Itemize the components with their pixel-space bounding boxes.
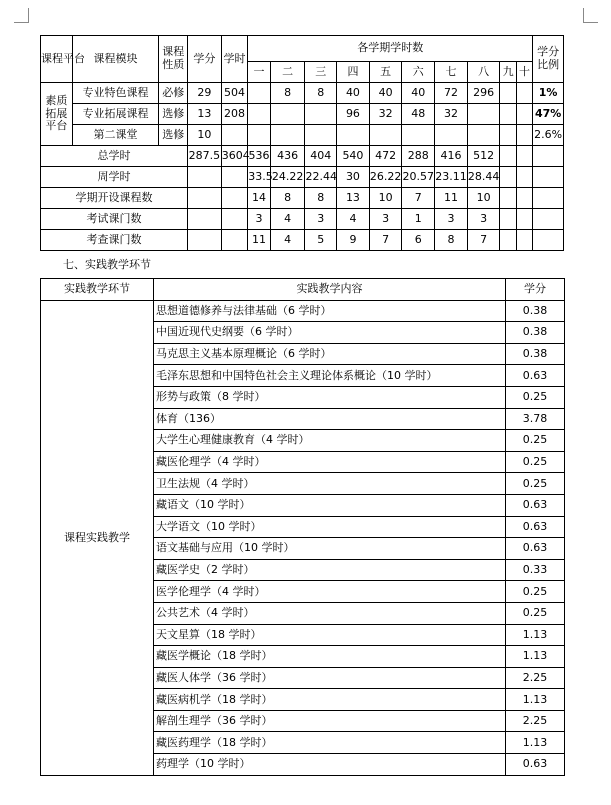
practice-content: 藏医人体学（36 学时） (154, 667, 506, 689)
practice-content: 药理学（10 学时） (154, 754, 506, 776)
header-module: 课程模块 (72, 36, 159, 83)
sem-cell: 20.57 (402, 167, 435, 188)
sem-cell (305, 125, 337, 146)
empty-cell (188, 209, 222, 230)
empty-cell (188, 188, 222, 209)
practice-credit: 1.13 (506, 624, 565, 646)
sem-cell: 472 (369, 146, 402, 167)
module-nature: 选修 (159, 125, 188, 146)
practice-credit: 0.63 (506, 365, 565, 387)
sem-cell (516, 125, 532, 146)
weekly-hours-label: 周学时 (41, 167, 188, 188)
empty-cell (188, 167, 222, 188)
header-credit: 学分 (188, 36, 222, 83)
sem-cell: 7 (369, 230, 402, 251)
practice-credit: 0.63 (506, 494, 565, 516)
sem-cell (248, 125, 270, 146)
total-hours: 3604 (221, 146, 248, 167)
sem-cell: 288 (402, 146, 435, 167)
semester-header: 九 (500, 62, 516, 83)
module-credit: 13 (188, 104, 222, 125)
sem-cell (516, 104, 532, 125)
course-count-label: 学期开设课程数 (41, 188, 188, 209)
semester-header: 五 (369, 62, 402, 83)
check-count-label: 考查课门数 (41, 230, 188, 251)
sem-cell (500, 167, 516, 188)
practice-credit: 2.25 (506, 710, 565, 732)
total-credit: 287.5 (188, 146, 222, 167)
sem-cell: 8 (305, 83, 337, 104)
semester-header: 十 (516, 62, 532, 83)
sem-cell: 4 (270, 209, 305, 230)
sem-cell (516, 188, 532, 209)
sem-cell: 5 (305, 230, 337, 251)
practice-credit: 0.63 (506, 516, 565, 538)
sem-cell (369, 125, 402, 146)
header-credit: 学分 (506, 279, 565, 301)
sem-cell (516, 146, 532, 167)
empty-cell (188, 230, 222, 251)
sem-cell: 416 (435, 146, 468, 167)
sem-cell (500, 83, 516, 104)
practice-credit: 0.38 (506, 322, 565, 344)
sem-cell: 7 (467, 230, 500, 251)
sem-cell (402, 125, 435, 146)
empty-cell (533, 146, 564, 167)
semester-header: 六 (402, 62, 435, 83)
empty-cell (221, 167, 248, 188)
sem-cell: 22.44 (305, 167, 337, 188)
sem-cell: 3 (467, 209, 500, 230)
semester-header: 一 (248, 62, 270, 83)
sem-cell: 6 (402, 230, 435, 251)
module-nature: 必修 (159, 83, 188, 104)
practice-content: 大学语文（10 学时） (154, 516, 506, 538)
sem-cell (500, 104, 516, 125)
practice-content: 天文星算（18 学时） (154, 624, 506, 646)
segment-label: 课程实践教学 (41, 300, 154, 775)
header-semester-hours: 各学期学时数 (248, 36, 533, 62)
practice-content: 思想道德修养与法律基础（6 学时） (154, 300, 506, 322)
header-hours: 学时 (221, 36, 248, 83)
sem-cell: 23.11 (435, 167, 468, 188)
total-hours-label: 总学时 (41, 146, 188, 167)
sem-cell (248, 83, 270, 104)
module-ratio: 1% (533, 83, 564, 104)
practice-content: 毛泽东思想和中国特色社会主义理论体系概论（10 学时） (154, 365, 506, 387)
sem-cell: 11 (435, 188, 468, 209)
sem-cell: 512 (467, 146, 500, 167)
sem-cell: 8 (270, 83, 305, 104)
practice-credit: 0.63 (506, 754, 565, 776)
practice-content: 藏医病机学（18 学时） (154, 689, 506, 711)
sem-cell (270, 125, 305, 146)
sem-cell (435, 125, 468, 146)
empty-cell (533, 188, 564, 209)
practice-content: 中国近现代史纲要（6 学时） (154, 322, 506, 344)
sem-cell: 9 (337, 230, 370, 251)
section-heading: 七、实践教学环节 (63, 258, 151, 271)
module-ratio: 2.6% (533, 125, 564, 146)
practice-credit: 2.25 (506, 667, 565, 689)
practice-content: 解剖生理学（36 学时） (154, 710, 506, 732)
sem-cell: 10 (369, 188, 402, 209)
practice-credit: 0.25 (506, 430, 565, 452)
sem-cell: 404 (305, 146, 337, 167)
sem-cell (248, 104, 270, 125)
practice-content: 医学伦理学（4 学时） (154, 581, 506, 603)
practice-credit: 3.78 (506, 408, 565, 430)
sem-cell: 40 (337, 83, 370, 104)
practice-content: 藏医学概论（18 学时） (154, 646, 506, 668)
header-platform: 课程平台 (41, 36, 73, 83)
module-credit: 10 (188, 125, 222, 146)
sem-cell: 8 (435, 230, 468, 251)
practice-credit: 1.13 (506, 732, 565, 754)
module-ratio: 47% (533, 104, 564, 125)
exam-count-label: 考试课门数 (41, 209, 188, 230)
practice-content: 语文基础与应用（10 学时） (154, 538, 506, 560)
sem-cell (500, 146, 516, 167)
semester-header: 七 (435, 62, 468, 83)
empty-cell (221, 230, 248, 251)
sem-cell (500, 188, 516, 209)
practice-content: 形势与政策（8 学时） (154, 386, 506, 408)
module-hours: 504 (221, 83, 248, 104)
sem-cell: 436 (270, 146, 305, 167)
module-name: 专业拓展课程 (72, 104, 159, 125)
practice-content: 藏语文（10 学时） (154, 494, 506, 516)
sem-cell (516, 167, 532, 188)
sem-cell (467, 125, 500, 146)
sem-cell (305, 104, 337, 125)
sem-cell: 48 (402, 104, 435, 125)
course-hours-table (40, 35, 564, 251)
group-label: 素质拓展平台 (41, 83, 73, 146)
header-ratio: 学分比例 (533, 36, 564, 83)
practice-credit: 0.25 (506, 581, 565, 603)
empty-cell (533, 167, 564, 188)
practice-credit: 0.63 (506, 538, 565, 560)
module-credit: 29 (188, 83, 222, 104)
semester-header: 八 (467, 62, 500, 83)
page-corner-mark-right (583, 8, 598, 23)
sem-cell: 4 (337, 209, 370, 230)
module-hours: 208 (221, 104, 248, 125)
practice-credit: 0.25 (506, 451, 565, 473)
practice-credit: 0.33 (506, 559, 565, 581)
empty-cell (533, 230, 564, 251)
sem-cell (270, 104, 305, 125)
sem-cell: 40 (402, 83, 435, 104)
module-nature: 选修 (159, 104, 188, 125)
sem-cell (500, 125, 516, 146)
practice-credit: 0.38 (506, 343, 565, 365)
sem-cell (500, 209, 516, 230)
sem-cell (500, 230, 516, 251)
sem-cell: 10 (467, 188, 500, 209)
practice-content: 公共艺术（4 学时） (154, 602, 506, 624)
practice-credit: 1.13 (506, 646, 565, 668)
sem-cell: 3 (435, 209, 468, 230)
sem-cell: 3 (248, 209, 270, 230)
empty-cell (221, 209, 248, 230)
practice-content: 卫生法规（4 学时） (154, 473, 506, 495)
sem-cell (516, 230, 532, 251)
sem-cell: 96 (337, 104, 370, 125)
sem-cell: 33.5 (248, 167, 270, 188)
sem-cell: 24.22 (270, 167, 305, 188)
module-name: 第二课堂 (72, 125, 159, 146)
module-hours (221, 125, 248, 146)
sem-cell (516, 83, 532, 104)
sem-cell (467, 104, 500, 125)
sem-cell: 1 (402, 209, 435, 230)
sem-cell: 8 (270, 188, 305, 209)
practice-content: 体育（136） (154, 408, 506, 430)
header-nature: 课程性质 (159, 36, 188, 83)
practice-content: 藏医药理学（18 学时） (154, 732, 506, 754)
sem-cell: 72 (435, 83, 468, 104)
sem-cell: 3 (305, 209, 337, 230)
sem-cell: 32 (369, 104, 402, 125)
sem-cell: 13 (337, 188, 370, 209)
sem-cell: 32 (435, 104, 468, 125)
sem-cell: 40 (369, 83, 402, 104)
semester-header: 四 (337, 62, 370, 83)
sem-cell: 30 (337, 167, 370, 188)
sem-cell (337, 125, 370, 146)
practice-teaching-table (40, 278, 565, 776)
semester-header: 三 (305, 62, 337, 83)
page-corner-mark-left (14, 8, 29, 23)
sem-cell: 8 (305, 188, 337, 209)
semester-header: 二 (270, 62, 305, 83)
sem-cell: 296 (467, 83, 500, 104)
sem-cell: 540 (337, 146, 370, 167)
practice-credit: 0.25 (506, 602, 565, 624)
practice-content: 马克思主义基本原理概论（6 学时） (154, 343, 506, 365)
header-segment: 实践教学环节 (41, 279, 154, 301)
sem-cell: 3 (369, 209, 402, 230)
practice-credit: 0.25 (506, 473, 565, 495)
practice-credit: 0.25 (506, 386, 565, 408)
sem-cell: 28.44 (467, 167, 500, 188)
sem-cell (516, 209, 532, 230)
sem-cell: 26.22 (369, 167, 402, 188)
sem-cell: 4 (270, 230, 305, 251)
sem-cell: 11 (248, 230, 270, 251)
practice-content: 藏医学史（2 学时） (154, 559, 506, 581)
sem-cell: 7 (402, 188, 435, 209)
empty-cell (221, 188, 248, 209)
sem-cell: 14 (248, 188, 270, 209)
sem-cell: 536 (248, 146, 270, 167)
practice-content: 大学生心理健康教育（4 学时） (154, 430, 506, 452)
header-content: 实践教学内容 (154, 279, 506, 301)
empty-cell (533, 209, 564, 230)
module-name: 专业特色课程 (72, 83, 159, 104)
practice-credit: 0.38 (506, 300, 565, 322)
practice-credit: 1.13 (506, 689, 565, 711)
practice-content: 藏医伦理学（4 学时） (154, 451, 506, 473)
